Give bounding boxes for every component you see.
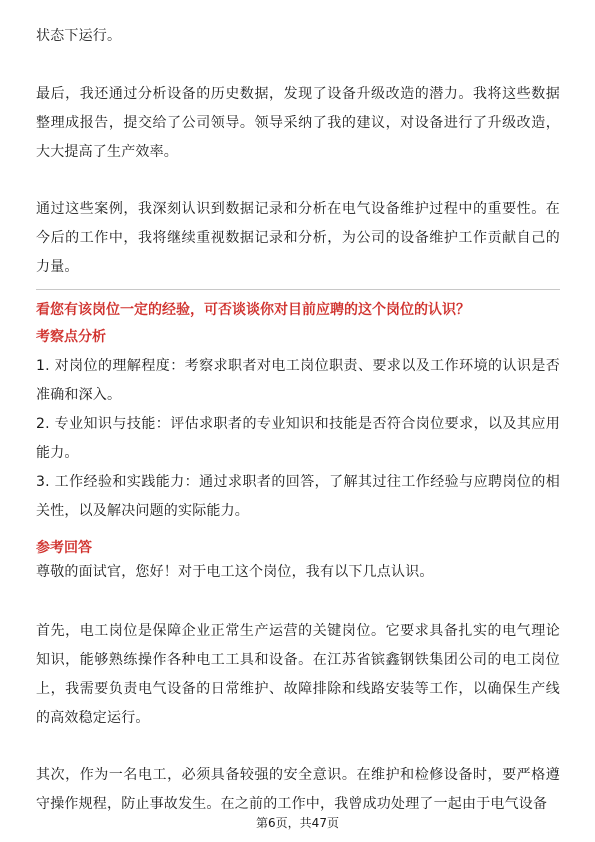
answer-heading: 参考回答	[36, 540, 92, 556]
document-page	[36, 0, 560, 842]
paragraph-finally: 最后，我还通过分析设备的历史数据，发现了设备升级改造的潜力。我将这些数据整理成报告，提交给了公司领导。领导采纳了我的建议，对设备进行了升级改造，大大提高了生产效率。	[36, 86, 560, 160]
analysis-list	[36, 352, 560, 526]
analysis-item: 2. 专业知识与技能：评估求职者的专业知识和技能是否符合岗位要求，以及其应用能力。	[36, 416, 560, 461]
interview-question: 看您有该岗位一定的经验，可否谈谈你对目前应聘的这个岗位的认识？	[36, 302, 470, 318]
paragraph-continuation: 状态下运行。	[36, 28, 122, 44]
analysis-item: 1. 对岗位的理解程度：考察求职者对电工岗位职责、要求以及工作环境的认识是否准确和深入。	[36, 358, 560, 403]
answer-paragraph-first: 首先，电工岗位是保障企业正常生产运营的关键岗位。它要求具备扎实的电气理论知识，能够熟练操作各种电工工具和设备。在江苏省镔鑫钢铁集团公司的电工岗位上，我需要负责电气设备的日常维护、故障排除和线路安装等工作，以确保生产线的高效稳定运行。	[36, 623, 560, 726]
section-divider	[36, 289, 560, 290]
analysis-heading: 考察点分析	[36, 329, 106, 345]
answer-greeting: 尊敬的面试官，您好！对于电工这个岗位，我有以下几点认识。	[36, 564, 434, 580]
paragraph-summary: 通过这些案例，我深刻认识到数据记录和分析在电气设备维护过程中的重要性。在今后的工作中，我将继续重视数据记录和分析，为公司的设备维护工作贡献自己的力量。	[36, 201, 560, 275]
analysis-item: 3. 工作经验和实践能力：通过求职者的回答，了解其过往工作经验与应聘岗位的相关性，以及解决问题的实际能力。	[36, 474, 560, 519]
page-number: 第6页，共47页	[256, 816, 339, 830]
answer-paragraph-second: 其次，作为一名电工，必须具备较强的安全意识。在维护和检修设备时，要严格遵守操作规程，防止事故发生。在之前的工作中，我曾成功处理了一起由于电气设备	[36, 767, 560, 812]
